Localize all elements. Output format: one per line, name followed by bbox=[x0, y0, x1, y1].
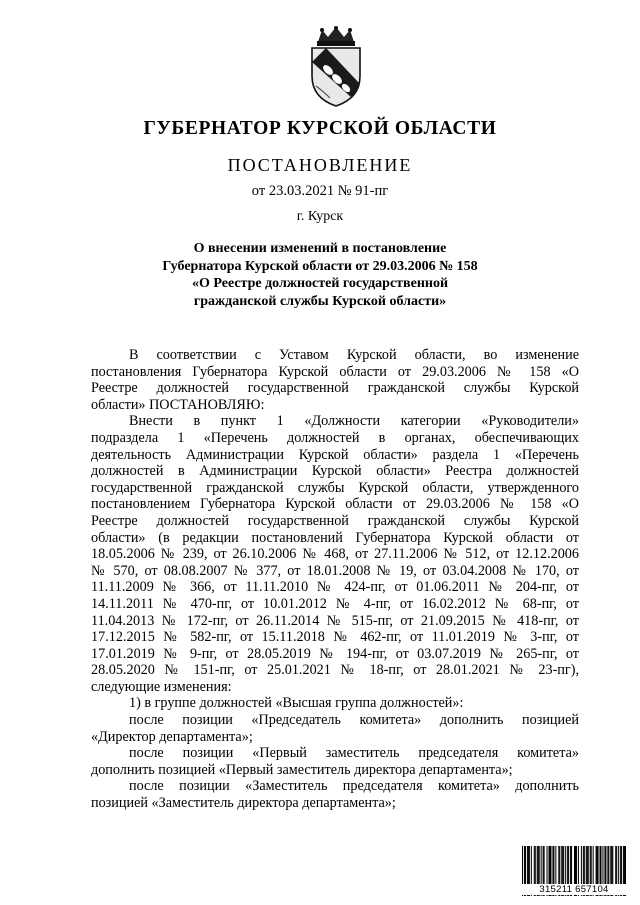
body-line: 14.11.2011 № 470-пг, от 10.01.2012 № 4-пг, от 16.02.2012 № 68-пг, от bbox=[91, 595, 579, 612]
body-line: В соответствии с Уставом Курской области, во изменение bbox=[129, 347, 579, 363]
document-date-number: от 23.03.2021 № 91-пг bbox=[251, 183, 389, 199]
body-line: постановлением Губернатора Курской области от 29.03.2006 № 158 «О bbox=[91, 496, 579, 513]
subject-line: гражданской службы Курской области» bbox=[193, 293, 447, 309]
body-line: Реестре должностей государственной гражданской службы Курской bbox=[91, 512, 579, 529]
kursk-coat-of-arms-icon bbox=[304, 26, 368, 108]
body-line: после позиции «Первый заместитель председателя комитета» bbox=[129, 745, 579, 762]
body-line: деятельность Администрации Курской области» раздела 1 «Перечень bbox=[91, 446, 579, 463]
body-line: 1) в группе должностей «Высшая группа должностей»: bbox=[129, 695, 464, 712]
body-line: постановления Губернатора Курской области от 29.03.2006 № 158 «О bbox=[91, 363, 579, 380]
body-line: области» (в редакции постановлений Губернатора Курской области от bbox=[91, 529, 579, 546]
document-body bbox=[91, 347, 579, 812]
body-line: 11.11.2009 № 366, от 11.11.2010 № 424-пг, от 01.06.2011 № 204-пг, от bbox=[91, 579, 579, 596]
subject-line: «О Реестре должностей государственной bbox=[191, 276, 449, 291]
body-line: области» ПОСТАНОВЛЯЮ: bbox=[91, 396, 265, 413]
body-line: подраздела 1 «Перечень должностей в органах, обеспечивающих bbox=[91, 429, 579, 446]
body-line: 17.01.2019 № 9-пг, от 28.05.2019 № 194-пг, от 03.07.2019 № 265-пг, от bbox=[91, 645, 579, 662]
body-line: № 570, от 08.08.2007 № 377, от 18.01.2008 № 19, от 03.04.2008 № 170, от bbox=[91, 562, 579, 579]
body-line: «Директор департамента»; bbox=[91, 728, 253, 745]
body-line: Реестре должностей государственной гражданской службы Курской bbox=[91, 380, 579, 397]
document-type: ПОСТАНОВЛЕНИЕ bbox=[227, 155, 413, 175]
body-line: дополнить позицией «Первый заместитель директора департамента»; bbox=[91, 761, 513, 778]
body-line: 18.05.2006 № 239, от 26.10.2006 № 468, от 27.11.2006 № 512, от 12.12.2006 bbox=[91, 546, 579, 563]
document-city: г. Курск bbox=[296, 209, 344, 224]
body-line: после позиции «Заместитель председателя комитета» дополнить bbox=[129, 778, 579, 795]
subject-line: О внесении изменений в постановление bbox=[193, 241, 447, 256]
body-line: 11.04.2013 № 172-пг, от 26.11.2014 № 515-пг, от 21.09.2015 № 418-пг, от bbox=[91, 612, 579, 629]
body-line: государственной гражданской службы Курской области, утвержденного bbox=[91, 479, 579, 496]
body-line: позицией «Заместитель директора департамента»; bbox=[91, 795, 396, 812]
body-line: после позиции «Председатель комитета» дополнить позицией bbox=[129, 712, 579, 729]
governor-title: ГУБЕРНАТОР КУРСКОЙ ОБЛАСТИ bbox=[143, 118, 497, 139]
body-line: следующие изменения: bbox=[91, 678, 232, 695]
body-line: 28.05.2020 № 151-пг, от 25.01.2021 № 18-пг, от 28.01.2021 № 23-пг), bbox=[91, 662, 579, 679]
document-subject bbox=[0, 240, 640, 310]
body-line: Внести в пункт 1 «Должности категории «Руководители» bbox=[129, 413, 579, 430]
barcode-number: 315211 657104 bbox=[522, 884, 626, 895]
subject-line: Губернатора Курской области от 29.03.2006 № 158 bbox=[162, 258, 478, 274]
body-line: 17.12.2015 № 582-пг, от 15.11.2018 № 462-пг, от 11.01.2019 № 3-пг, от bbox=[91, 629, 579, 646]
body-line: должностей в Администрации Курской области» Реестра должностей bbox=[91, 463, 579, 480]
